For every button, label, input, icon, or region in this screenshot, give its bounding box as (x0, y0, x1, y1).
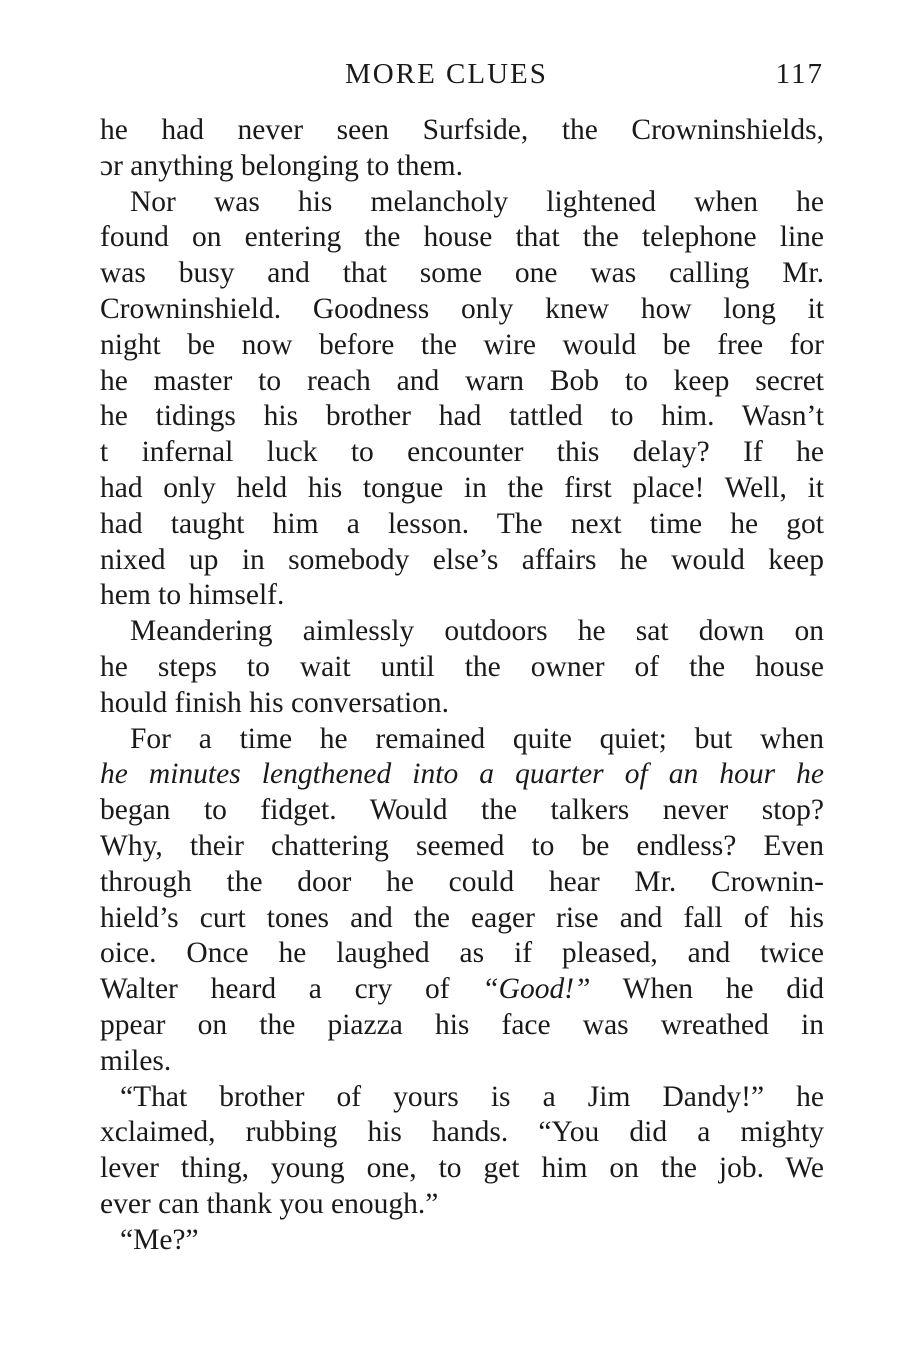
running-head (0, 58, 916, 98)
text-line (100, 936, 824, 972)
text-line-content: ɔr anything belonging to them. (100, 149, 463, 182)
text-line-content: he had never seen Surfside, the Crowninshields, (100, 114, 824, 146)
text-line-content: Crowninshield. Goodness only knew how long it (100, 292, 824, 325)
text-line (100, 650, 824, 686)
text-line (100, 256, 824, 292)
text-line-content: lever thing, young one, to get him on the job. We (100, 1152, 824, 1185)
text-line-content: hould finish his conversation. (100, 686, 450, 719)
text-line (100, 435, 824, 471)
emphasis-text: “Good!” (482, 973, 591, 1006)
body-text (100, 113, 824, 1259)
text-line (100, 865, 824, 901)
text-line (100, 1008, 824, 1044)
text-line (100, 1080, 824, 1116)
text-line (100, 901, 824, 937)
text-line (100, 1223, 824, 1259)
text-line (100, 578, 824, 614)
text-line-content: Why, their chattering seemed to be endless? Even (100, 829, 824, 862)
text-line-content: Meandering aimlessly outdoors he sat down on (130, 615, 824, 648)
text-line-content: he tidings his brother had tattled to him. Wasn’t (100, 400, 824, 433)
text-line-content: hield’s curt tones and the eager rise and fall of his (100, 901, 824, 934)
text-line-content: he steps to wait until the owner of the house (100, 650, 824, 683)
text-line (100, 614, 824, 650)
text-line (100, 1115, 824, 1151)
text-line-content: Walter heard a cry of (100, 973, 450, 1006)
text-line-content: ever can thank you enough.” (100, 1187, 439, 1220)
text-line (100, 829, 824, 865)
text-line-content: nixed up in somebody else’s affairs he would keep (100, 543, 824, 576)
text-line-tail: When he did (622, 973, 824, 1006)
text-line-content: oice. Once he laughed as if pleased, and twice (100, 937, 824, 970)
text-line-content: through the door he could hear Mr. Crownin- (100, 865, 824, 898)
text-line-content: was busy and that some one was calling Mr. (100, 257, 824, 290)
page-number: 117 (775, 58, 824, 90)
text-line (100, 686, 824, 722)
text-line-content: For a time he remained quite quiet; but when (130, 722, 824, 755)
text-line-content: found on entering the house that the telephone line (100, 221, 824, 254)
text-line (100, 220, 824, 256)
text-line-content: he master to reach and warn Bob to keep secret (100, 364, 824, 397)
text-line (100, 722, 824, 758)
text-line (100, 113, 824, 149)
text-line-content: miles. (100, 1044, 172, 1077)
text-line-content: Nor was his melancholy lightened when he (130, 185, 824, 218)
text-line (100, 1187, 824, 1223)
text-line-content: “That brother of yours is a Jim Dandy!” he (120, 1080, 824, 1113)
text-line-content: had taught him a lesson. The next time he got (100, 507, 824, 540)
text-line (100, 399, 824, 435)
text-line-content: xclaimed, rubbing his hands. “You did a mighty (100, 1116, 824, 1149)
text-line (100, 757, 824, 793)
text-line (100, 543, 824, 579)
text-line-content: night be now before the wire would be free for (100, 328, 824, 361)
text-line (100, 507, 824, 543)
text-line (100, 292, 824, 328)
text-line (100, 328, 824, 364)
text-line (100, 185, 824, 221)
text-line (100, 793, 824, 829)
text-line-content: t infernal luck to encounter this delay? If he (100, 436, 824, 469)
text-line-content: “Me?” (120, 1223, 199, 1256)
text-line (100, 1044, 824, 1080)
text-line-content: hem to himself. (100, 579, 285, 612)
text-line-content: he minutes lengthened into a quarter of an hour he (100, 758, 824, 791)
text-line (100, 1151, 824, 1187)
text-line (100, 364, 824, 400)
text-line (100, 149, 824, 185)
text-line (100, 471, 824, 507)
text-line-content: ppear on the piazza his face was wreathed in (100, 1008, 824, 1041)
running-title: MORE CLUES (345, 58, 548, 90)
text-line-content: had only held his tongue in the first place! Well, it (100, 471, 824, 504)
text-line-content: began to fidget. Would the talkers never stop? (100, 794, 824, 827)
text-line (100, 972, 824, 1008)
